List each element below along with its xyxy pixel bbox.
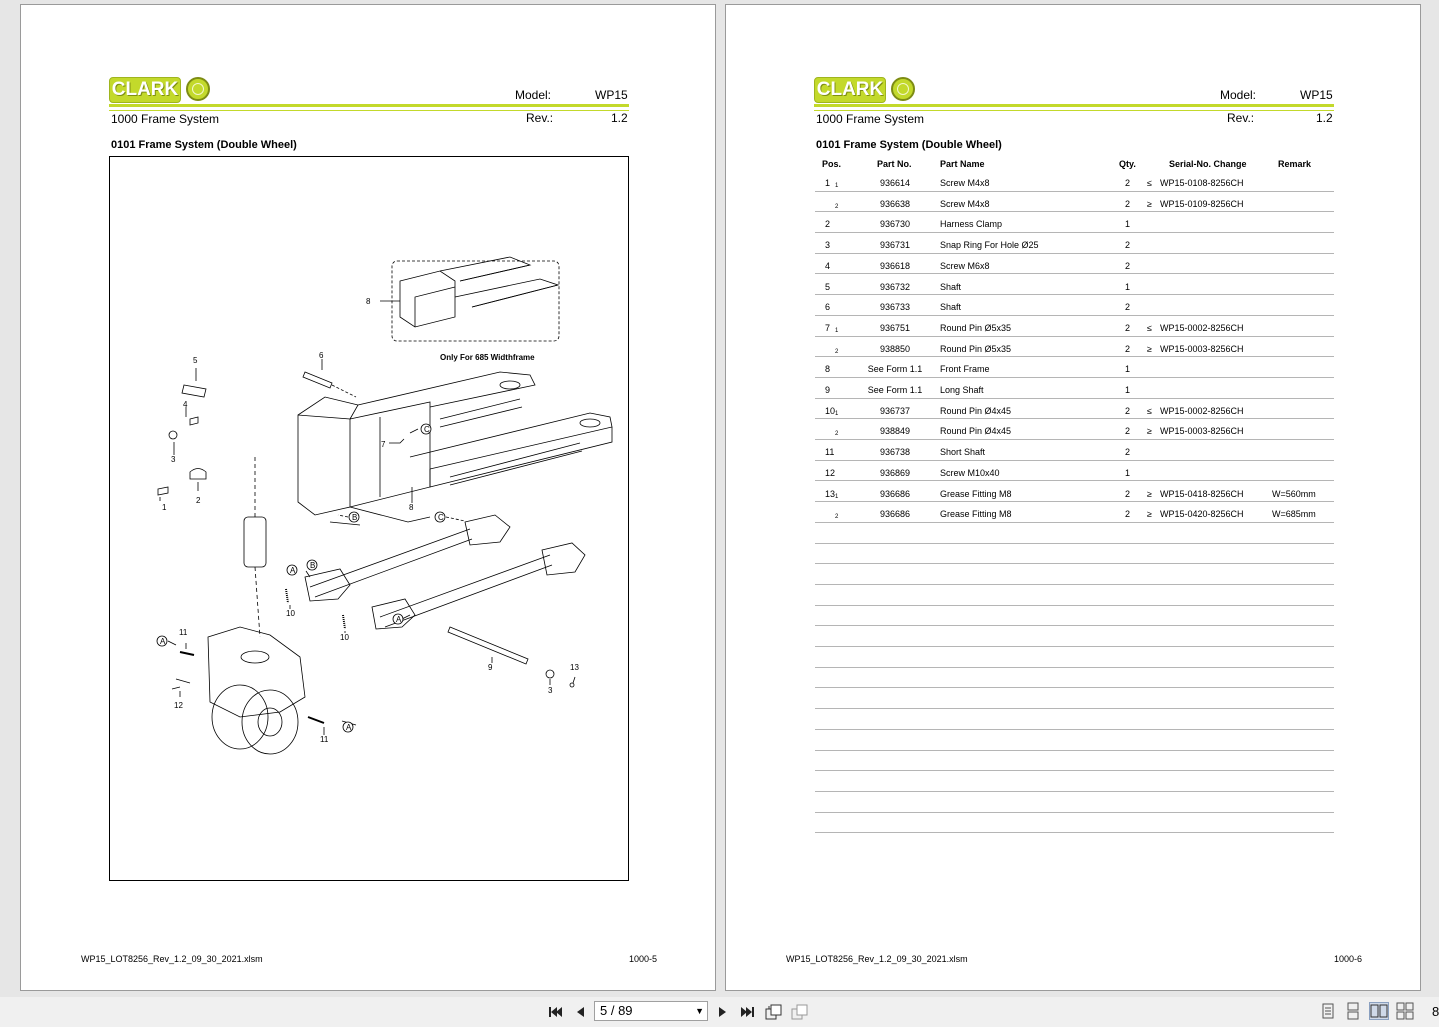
two-page-view-icon <box>1370 1003 1388 1019</box>
row-part-no: 936638 <box>879 198 911 209</box>
model-label: Model: <box>515 88 552 102</box>
row-serial-change: WP15-0003-8256CH <box>1160 343 1244 354</box>
svg-text:8: 8 <box>409 503 414 512</box>
drawing-svg <box>110 157 628 880</box>
row-sub-index: 1 <box>835 493 839 500</box>
svg-text:C: C <box>438 513 444 522</box>
long-shaft-9 <box>448 627 528 664</box>
row-pos: 1 <box>825 178 831 188</box>
row-pos: 11 <box>825 447 835 458</box>
row-part-no: 936751 <box>879 322 911 333</box>
row-qty: 2 <box>1125 178 1131 188</box>
row-pos: 2 <box>825 219 831 230</box>
table-row <box>815 233 1334 254</box>
table-row <box>815 419 1334 440</box>
next-page-button[interactable] <box>714 1003 732 1021</box>
wheel-housing <box>208 627 305 717</box>
table-row <box>815 502 1334 523</box>
page-number-select[interactable] <box>594 1001 708 1021</box>
two-page-continuous-view-icon <box>1396 1002 1414 1020</box>
row-pos: 4 <box>825 260 831 271</box>
row-qty: 2 <box>1125 343 1131 354</box>
table-row <box>815 399 1334 420</box>
first-page-icon <box>547 1005 563 1019</box>
two-page-continuous-view-button[interactable] <box>1396 1002 1414 1020</box>
single-page-view-icon <box>1319 1002 1337 1020</box>
header-rule-thin <box>814 110 1334 111</box>
clark-logo <box>814 77 916 105</box>
row-qty: 2 <box>1125 260 1131 271</box>
svg-text:C: C <box>424 425 430 434</box>
table-row <box>815 585 1334 606</box>
row-pos: 12 <box>825 467 836 478</box>
svg-text:3: 3 <box>548 686 553 695</box>
row-pos: 6 <box>825 302 831 313</box>
svg-text:10: 10 <box>286 609 295 618</box>
col-header-remark: Remark <box>1278 159 1312 169</box>
row-part-name: Round Pin Ø4x45 <box>940 405 1012 416</box>
two-page-view-button[interactable] <box>1369 1002 1389 1020</box>
table-row <box>815 357 1334 378</box>
row-part-name: Long Shaft <box>940 385 984 395</box>
row-part-no: See Form 1.1 <box>867 364 923 375</box>
row-part-no: 936686 <box>879 488 911 499</box>
table-row <box>815 606 1334 627</box>
document-page-left <box>20 4 716 991</box>
callout-note: Only For 685 Widthframe <box>440 353 535 362</box>
previous-page-icon <box>573 1005 587 1019</box>
svg-text:A: A <box>346 723 352 732</box>
table-row <box>815 647 1334 668</box>
table-row <box>815 316 1334 337</box>
frame-body <box>298 415 350 515</box>
svg-text:5: 5 <box>193 356 198 365</box>
rev-value: 1.2 <box>1316 111 1333 125</box>
row-qty: 2 <box>1125 447 1131 458</box>
row-qty: 2 <box>1125 488 1131 499</box>
col-header-serial-change: Serial-No. Change <box>1169 159 1247 169</box>
row-part-name: Round Pin Ø5x35 <box>940 343 1012 354</box>
row-qty: 2 <box>1125 198 1131 209</box>
inset-frame-body <box>400 271 455 327</box>
row-serial-operator: ≥ <box>1147 198 1152 209</box>
row-qty: 2 <box>1125 240 1131 251</box>
row-qty: 2 <box>1125 302 1131 313</box>
svg-text:13: 13 <box>570 663 579 672</box>
row-qty: 2 <box>1125 509 1131 520</box>
svg-text:11: 11 <box>320 735 329 744</box>
load-wheel-right <box>242 690 298 754</box>
previous-page-button[interactable] <box>571 1003 589 1021</box>
last-page-button[interactable] <box>739 1003 757 1021</box>
row-sub-index: 1 <box>835 183 839 189</box>
row-part-name: Screw M4x8 <box>940 198 990 209</box>
row-sub-index: 2 <box>835 348 839 355</box>
single-page-view-button[interactable] <box>1319 1002 1337 1020</box>
footer-page-number: 1000-5 <box>629 954 658 964</box>
row-part-name: Screw M6x8 <box>940 260 990 271</box>
col-header-part-no: Part No. <box>877 159 912 169</box>
model-value: WP15 <box>1300 88 1333 102</box>
svg-text:9: 9 <box>488 663 493 672</box>
row-part-no: 936732 <box>879 281 911 292</box>
row-serial-operator: ≤ <box>1147 405 1152 416</box>
anniversary-seal-icon <box>891 77 915 101</box>
svg-text:A: A <box>396 615 402 624</box>
row-part-no: 936731 <box>879 240 911 251</box>
page-title: 0101 Frame System (Double Wheel) <box>816 139 1002 151</box>
svg-text:B: B <box>310 561 316 570</box>
row-part-name: Snap Ring For Hole Ø25 <box>940 240 1039 251</box>
clark-logo <box>109 77 211 105</box>
row-serial-change: WP15-0418-8256CH <box>1160 488 1244 499</box>
svg-text:1: 1 <box>162 503 167 512</box>
row-part-no: 936737 <box>879 405 911 416</box>
row-part-name: Short Shaft <box>940 447 986 458</box>
first-page-button[interactable] <box>546 1003 564 1021</box>
row-serial-change: WP15-0003-8256CH <box>1160 426 1244 437</box>
page-number-value: 5 / 89 <box>600 1003 633 1018</box>
row-serial-change: WP15-0109-8256CH <box>1160 198 1244 209</box>
inset-box <box>392 261 559 341</box>
header-rule <box>814 104 1334 107</box>
shaft-6 <box>303 372 332 388</box>
fork-lower <box>410 413 612 469</box>
zoom-level-partial[interactable]: 8 <box>1432 1004 1439 1019</box>
table-row <box>815 730 1334 751</box>
row-part-no: See Form 1.1 <box>867 385 923 395</box>
row-serial-change: WP15-0002-8256CH <box>1160 405 1244 416</box>
table-row <box>815 337 1334 358</box>
table-row <box>815 564 1334 585</box>
table-row <box>815 771 1334 792</box>
rev-label: Rev.: <box>526 111 554 125</box>
table-row <box>815 689 1334 710</box>
svg-text:3: 3 <box>171 455 176 464</box>
continuous-view-button[interactable] <box>1344 1002 1362 1020</box>
next-page-icon <box>716 1005 730 1019</box>
rev-label: Rev.: <box>1227 111 1255 125</box>
table-row <box>815 523 1334 544</box>
row-qty: 2 <box>1125 322 1131 333</box>
section-name: 1000 Frame System <box>111 112 220 126</box>
col-header-pos: Pos. <box>822 159 842 169</box>
harness-clamp <box>190 469 206 480</box>
linkage-upper <box>310 529 472 597</box>
row-part-name: Grease Fitting M8 <box>940 488 1012 499</box>
row-qty: 2 <box>1125 426 1131 437</box>
row-remark: W=685mm <box>1272 509 1316 520</box>
row-part-name: Harness Clamp <box>940 219 1003 230</box>
clark-logo-badge: CLARK <box>109 77 181 103</box>
col-header-part-name: Part Name <box>940 159 985 169</box>
svg-text:12: 12 <box>174 701 183 710</box>
row-part-name: Round Pin Ø4x45 <box>940 426 1012 437</box>
row-serial-operator: ≤ <box>1147 322 1152 333</box>
row-qty: 2 <box>1125 405 1131 416</box>
exploded-parts-drawing <box>109 156 629 881</box>
shaft-5 <box>182 385 206 397</box>
svg-text:2: 2 <box>196 496 201 505</box>
linkage-lower <box>380 555 552 627</box>
row-part-no: 938849 <box>879 426 911 437</box>
table-row <box>815 544 1334 565</box>
rotate-view-button[interactable] <box>765 1003 783 1021</box>
row-part-name: Shaft <box>940 281 962 292</box>
pdf-viewer-toolbar <box>0 997 1439 1027</box>
svg-text:7: 7 <box>381 440 386 449</box>
row-sub-index: 1 <box>835 327 839 334</box>
chevron-down-icon: ▼ <box>695 1006 704 1016</box>
row-qty: 1 <box>1125 281 1131 292</box>
row-qty: 1 <box>1125 467 1131 478</box>
row-sub-index: 1 <box>835 410 839 417</box>
row-pos: 10 <box>825 405 836 416</box>
rotate-view-icon <box>765 1004 783 1020</box>
section-name: 1000 Frame System <box>816 112 925 126</box>
svg-text:10: 10 <box>340 633 349 642</box>
footer-filename: WP15_LOT8256_Rev_1.2_09_30_2021.xlsm <box>81 954 263 964</box>
model-label: Model: <box>1220 88 1257 102</box>
row-part-no: 936614 <box>879 178 911 188</box>
clark-logo-badge: CLARK <box>814 77 886 103</box>
svg-text:11: 11 <box>179 628 188 637</box>
col-header-qty: Qty. <box>1119 159 1136 169</box>
anniversary-seal-icon <box>186 77 210 101</box>
row-serial-operator: ≤ <box>1147 178 1152 188</box>
header-rule <box>109 104 629 107</box>
table-row <box>815 275 1334 296</box>
copy-view-button[interactable] <box>791 1003 809 1021</box>
row-sub-index: 2 <box>835 203 839 210</box>
row-part-no: 936738 <box>879 447 911 458</box>
row-pos: 5 <box>825 281 831 292</box>
table-row <box>815 482 1334 503</box>
row-serial-change: WP15-0002-8256CH <box>1160 322 1244 333</box>
svg-text:4: 4 <box>183 400 188 409</box>
snap-ring <box>169 431 177 439</box>
table-row <box>815 171 1334 192</box>
row-part-name: Round Pin Ø5x35 <box>940 322 1012 333</box>
row-part-name: Screw M4x8 <box>940 178 990 188</box>
table-row <box>815 440 1334 461</box>
row-part-no: 936733 <box>879 302 911 313</box>
footer-filename: WP15_LOT8256_Rev_1.2_09_30_2021.xlsm <box>786 954 968 964</box>
row-part-no: 936686 <box>879 509 911 520</box>
row-qty: 1 <box>1125 364 1131 375</box>
table-row <box>815 668 1334 689</box>
table-row <box>815 813 1334 834</box>
rev-value: 1.2 <box>611 111 628 125</box>
row-serial-change: WP15-0420-8256CH <box>1160 509 1244 520</box>
row-remark: W=560mm <box>1272 488 1316 499</box>
table-row <box>815 751 1334 772</box>
row-serial-operator: ≥ <box>1147 509 1152 520</box>
footer-page-number: 1000-6 <box>1334 954 1363 964</box>
row-part-name: Shaft <box>940 302 962 313</box>
row-pos: 9 <box>825 385 831 395</box>
svg-text:A: A <box>160 637 166 646</box>
document-page-right <box>725 4 1421 991</box>
table-row <box>815 192 1334 213</box>
table-row <box>815 792 1334 813</box>
row-serial-operator: ≥ <box>1147 426 1152 437</box>
page-title: 0101 Frame System (Double Wheel) <box>111 139 297 151</box>
table-row <box>815 709 1334 730</box>
table-row <box>815 626 1334 647</box>
table-row <box>815 295 1334 316</box>
table-row <box>815 378 1334 399</box>
pump-cylinder <box>244 517 266 567</box>
row-pos: 3 <box>825 240 831 251</box>
table-row <box>815 212 1334 233</box>
row-serial-operator: ≥ <box>1147 343 1152 354</box>
row-part-name: Front Frame <box>940 364 990 375</box>
row-sub-index: 2 <box>835 431 839 438</box>
last-page-icon <box>740 1005 756 1019</box>
row-qty: 1 <box>1125 385 1131 395</box>
svg-text:8: 8 <box>366 297 371 306</box>
row-part-name: Screw M10x40 <box>940 467 1000 478</box>
table-row <box>815 461 1334 482</box>
row-part-no: 938850 <box>879 343 911 354</box>
copy-view-icon <box>791 1004 809 1020</box>
row-part-name: Grease Fitting M8 <box>940 509 1012 520</box>
continuous-view-icon <box>1344 1002 1362 1020</box>
model-value: WP15 <box>595 88 628 102</box>
row-serial-change: WP15-0108-8256CH <box>1160 178 1244 188</box>
row-sub-index: 2 <box>835 514 839 521</box>
row-part-no: 936730 <box>879 219 911 230</box>
svg-text:B: B <box>352 513 358 522</box>
row-pos: 8 <box>825 364 831 375</box>
row-serial-operator: ≥ <box>1147 488 1152 499</box>
table-row <box>815 254 1334 275</box>
row-part-no: 936869 <box>879 467 911 478</box>
row-pos: 7 <box>825 322 831 333</box>
row-pos: 13 <box>825 488 836 499</box>
svg-text:A: A <box>290 566 296 575</box>
svg-text:6: 6 <box>319 351 324 360</box>
row-part-no: 936618 <box>879 260 911 271</box>
row-qty: 1 <box>1125 219 1131 230</box>
